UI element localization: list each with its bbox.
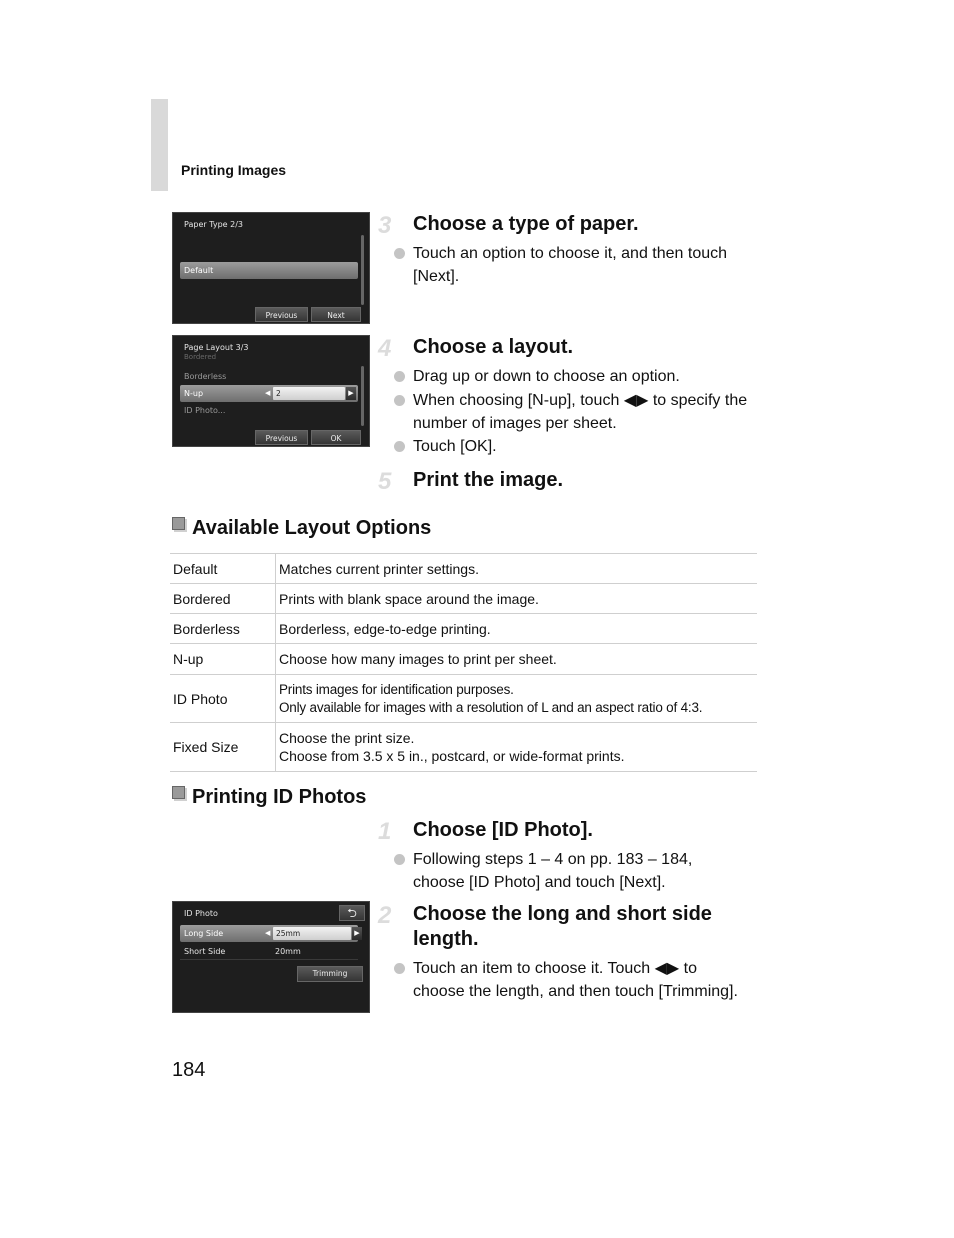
n-up-value: 2 [273, 387, 345, 400]
section-square-icon [172, 786, 185, 799]
bullet-icon [394, 371, 405, 382]
id-photos-heading-text: Printing ID Photos [192, 786, 367, 808]
bullet-text: Touch [OK]. [413, 438, 497, 455]
ok-button[interactable]: OK [311, 430, 361, 445]
trimming-button[interactable]: Trimming [297, 966, 363, 982]
return-arrow-icon[interactable]: ⮌ [339, 905, 365, 921]
option-description-line: Choose how many images to print per sheet. [279, 651, 557, 667]
previous-button[interactable]: Previous [255, 307, 308, 322]
paper-option-selected[interactable]: Default [180, 262, 358, 279]
step-title: Choose a layout. [413, 336, 574, 358]
bullet-text: Following steps 1 – 4 on pp. 183 – 184, choose [ID Photo] and touch [Next]. [413, 851, 693, 891]
option-description-line: Choose from 3.5 x 5 in., postcard, or wide-format prints. [279, 748, 625, 764]
bullet-icon [394, 395, 405, 406]
long-side-label: Long Side [184, 929, 224, 938]
step-number: 5 [378, 468, 392, 495]
next-button[interactable]: Next [311, 307, 361, 322]
screen-title: Paper Type 2/3 [184, 220, 243, 229]
option-description [276, 614, 758, 644]
layout-option-bordered[interactable]: Bordered [184, 353, 217, 361]
table-row [170, 644, 757, 675]
bullet-icon [394, 248, 405, 259]
left-arrow-icon[interactable]: ◀ [265, 389, 271, 397]
option-name: Fixed Size [170, 723, 276, 772]
table-row [170, 675, 757, 723]
left-arrow-icon[interactable]: ◀ [265, 929, 271, 937]
screen-title: Page Layout 3/3 [184, 343, 249, 352]
table-row [170, 584, 757, 614]
table-row [170, 614, 757, 644]
option-description-line: Borderless, edge-to-edge printing. [279, 620, 491, 637]
screen-title: ID Photo [184, 909, 218, 918]
option-description-line: Prints with blank space around the image. [279, 590, 539, 607]
layout-options-heading-text: Available Layout Options [192, 517, 432, 539]
layout-options-table [170, 553, 757, 772]
scrollbar[interactable] [361, 366, 364, 426]
step-title: Choose a type of paper. [413, 213, 639, 235]
bullet-text: Touch an item to choose it. Touch ◀▶ to choose the length, and then touch [Trimming]. [413, 960, 738, 1000]
right-arrow-icon[interactable]: ▶ [346, 387, 356, 400]
layout-option-borderless[interactable]: Borderless [184, 372, 227, 381]
bullet-icon [394, 963, 405, 974]
option-description-line: Matches current printer settings. [279, 560, 479, 577]
option-description [276, 723, 758, 772]
option-name: N-up [170, 644, 276, 675]
option-description [276, 554, 758, 584]
page-number: 184 [172, 1059, 206, 1081]
scrollbar[interactable] [361, 235, 364, 305]
option-description [276, 584, 758, 614]
bullet-icon [394, 441, 405, 452]
step-title: Choose the long and short side length. [413, 903, 712, 950]
step-title: Choose [ID Photo]. [413, 819, 593, 841]
section-tab-marker [151, 99, 168, 191]
option-description [276, 644, 758, 675]
option-description [276, 675, 758, 723]
step-number: 4 [378, 335, 392, 362]
short-side-value: 20mm [275, 947, 301, 956]
step-number: 1 [378, 818, 392, 845]
option-description-line: Only available for images with a resolution of L and an aspect ratio of 4:3. [279, 699, 703, 715]
option-name: Borderless [170, 614, 276, 644]
layout-option-id-photo[interactable]: ID Photo... [184, 406, 226, 415]
layout-option-n-up[interactable] [180, 385, 358, 402]
id-photos-heading [172, 785, 366, 809]
long-side-value: 25mm [273, 927, 351, 940]
option-name: Default [170, 554, 276, 584]
paper-type-screen [172, 212, 370, 324]
id-photo-screen [172, 901, 370, 1013]
bullet-text: Touch an option to choose it, and then touch [Next]. [413, 245, 728, 285]
layout-option-n-up-label: N-up [184, 389, 204, 398]
right-arrow-icon[interactable]: ▶ [352, 927, 362, 940]
previous-button[interactable]: Previous [255, 430, 308, 445]
option-description-line: Choose the print size. [279, 730, 415, 746]
section-square-icon [172, 517, 185, 530]
table-row [170, 723, 757, 772]
layout-options-heading [172, 516, 431, 540]
option-name: ID Photo [170, 675, 276, 723]
short-side-label: Short Side [184, 947, 226, 956]
step-number: 3 [378, 212, 392, 239]
step-title: Print the image. [413, 469, 564, 491]
bullet-icon [394, 854, 405, 865]
bullet-text: Drag up or down to choose an option. [413, 368, 680, 385]
step-number: 2 [378, 902, 392, 929]
bullet-text: When choosing [N-up], touch ◀▶ to specify the number of images per sheet. [413, 392, 748, 432]
table-row [170, 554, 757, 584]
option-description-line: Prints images for identification purposes. [279, 681, 514, 697]
section-label: Printing Images [181, 162, 287, 178]
option-name: Bordered [170, 584, 276, 614]
page-layout-screen [172, 335, 370, 447]
short-side-row[interactable] [180, 943, 358, 960]
long-side-row[interactable] [180, 925, 358, 942]
